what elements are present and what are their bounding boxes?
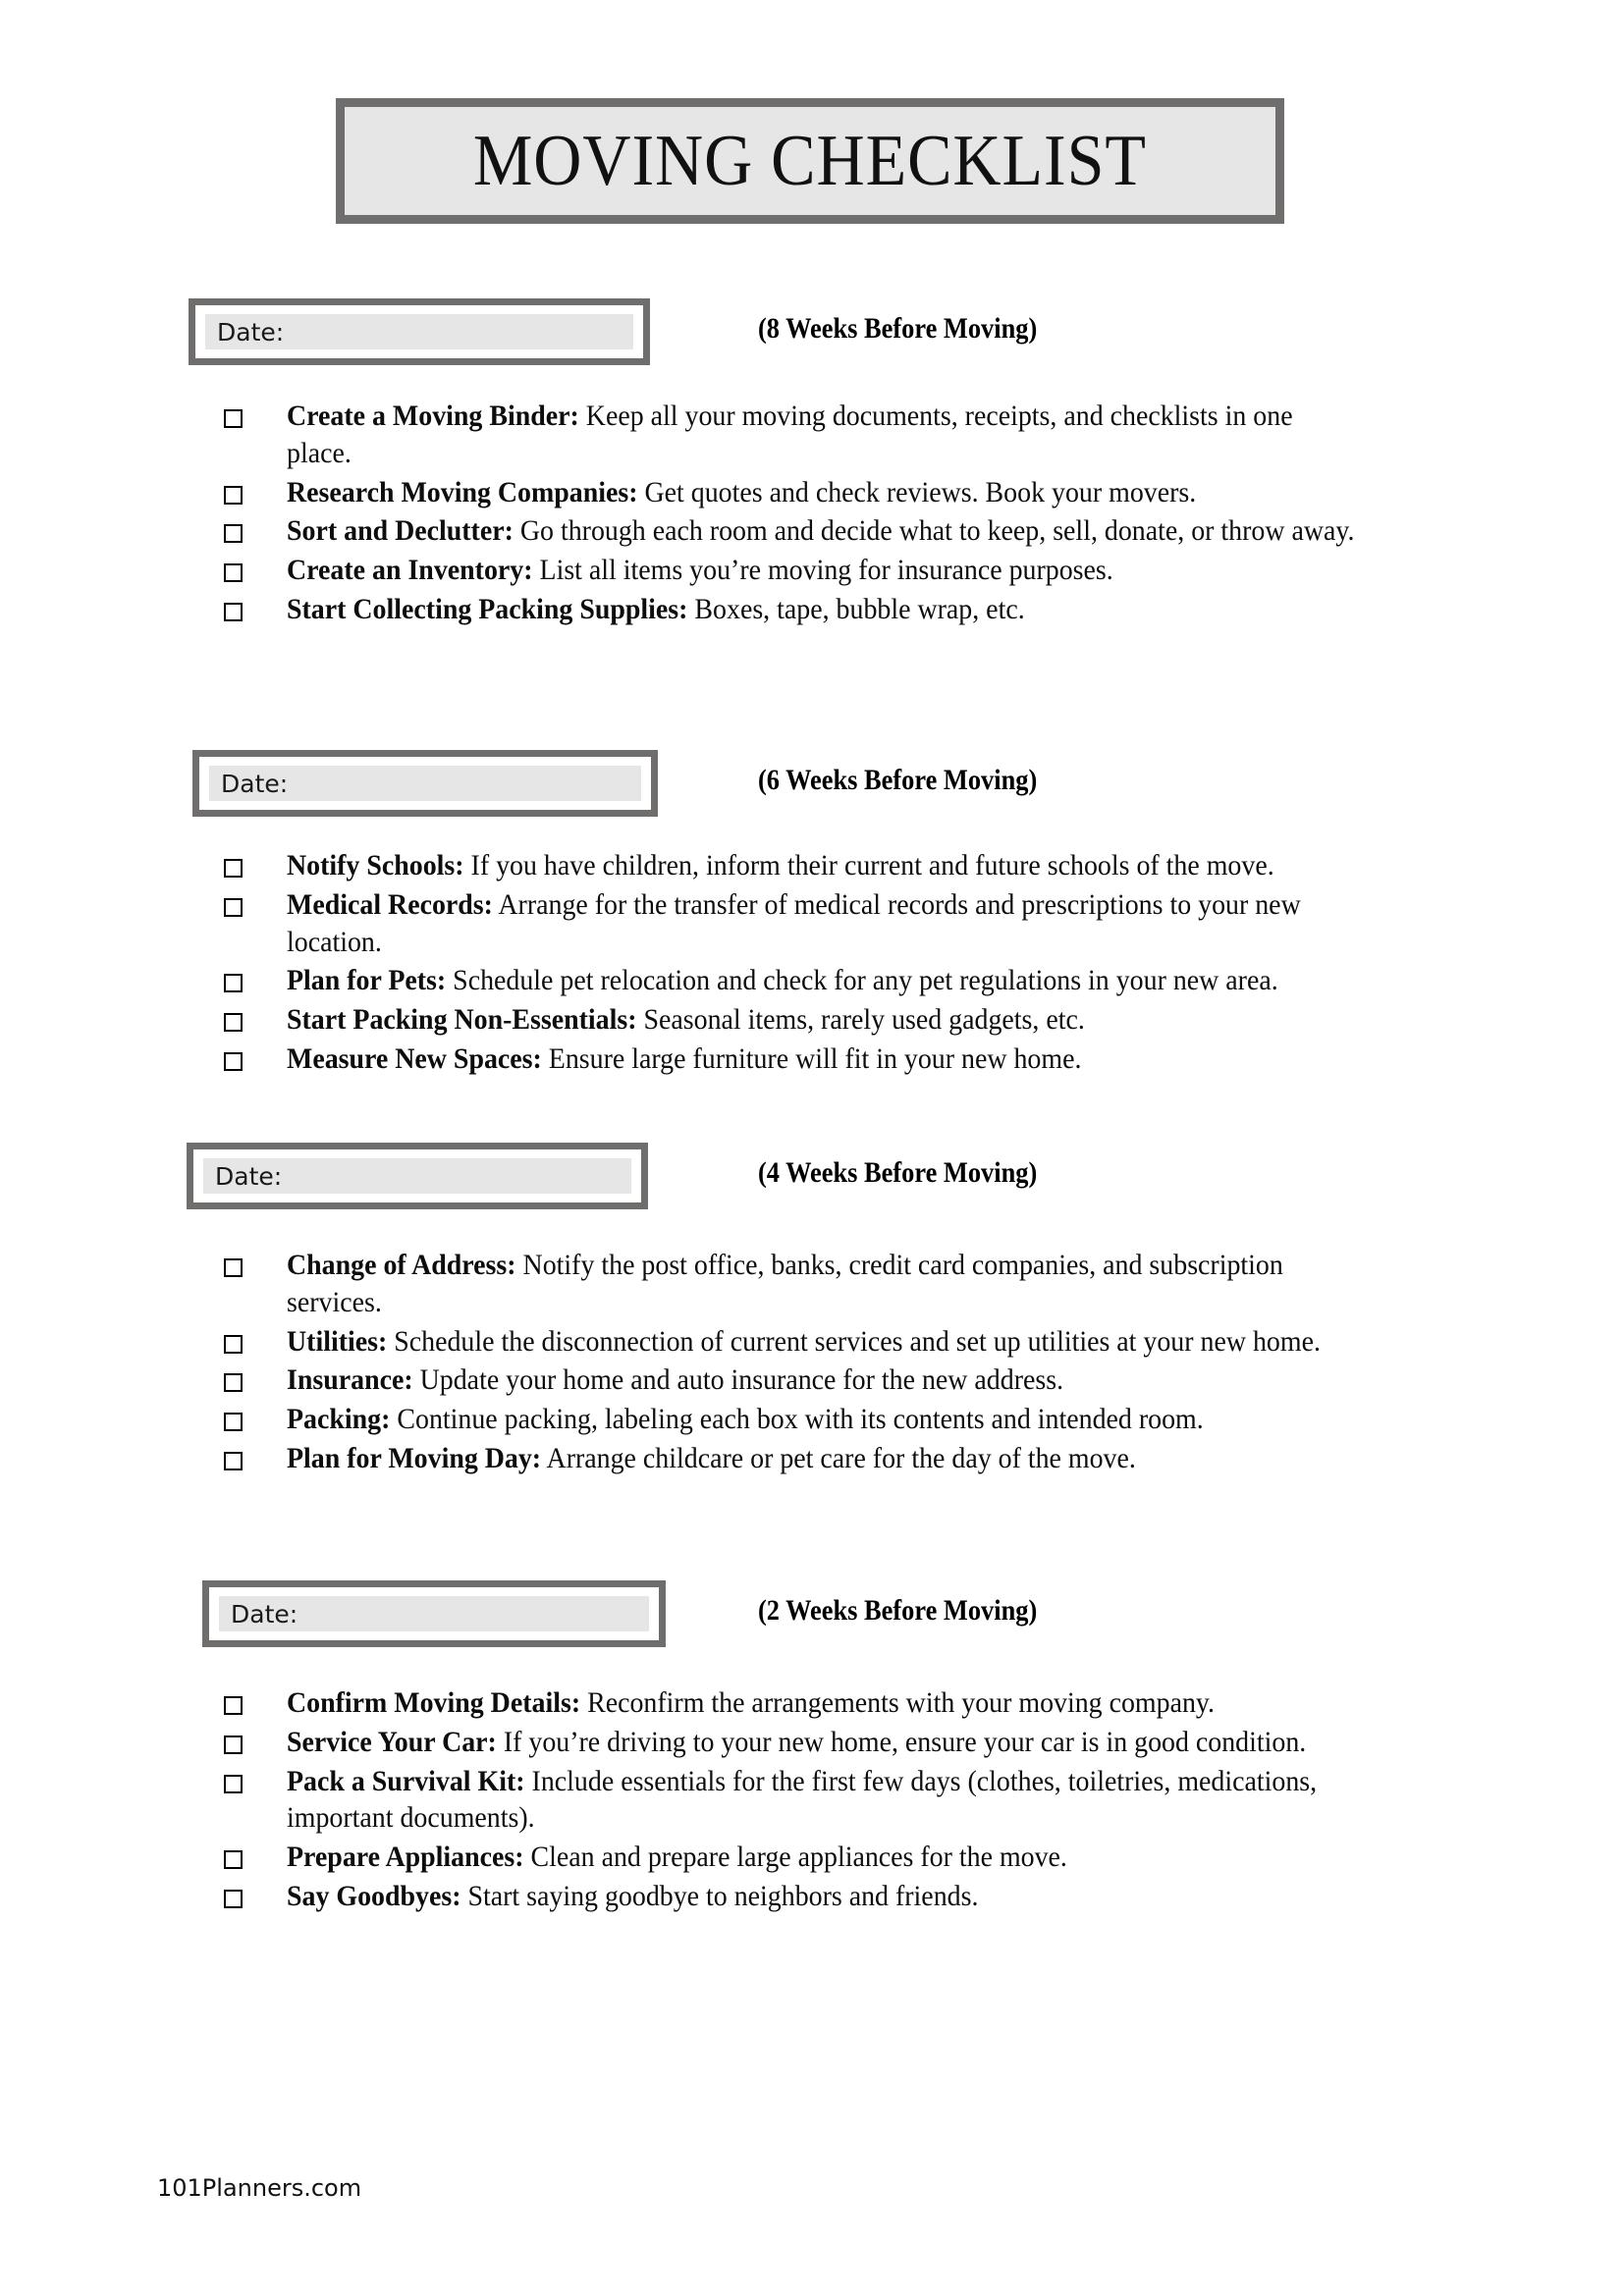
footer-branding: 101Planners.com <box>157 2174 362 2202</box>
list-item-body: Keep all your moving documents, receipts, and checklists in one place. <box>287 400 1293 469</box>
list-item[interactable] <box>0 1323 1624 1361</box>
checkbox-icon[interactable] <box>224 563 243 582</box>
list-item-body: If you’re driving to your new home, ensure your car is in good condition. <box>496 1725 1307 1758</box>
list-item-text <box>287 512 1531 550</box>
checkbox-icon[interactable] <box>224 603 243 621</box>
section-header <box>0 734 1624 811</box>
list-item[interactable] <box>0 512 1624 550</box>
checkbox-icon[interactable] <box>224 486 243 505</box>
list-item[interactable] <box>0 1362 1624 1399</box>
list-item[interactable] <box>0 847 1624 884</box>
list-item-lead: Insurance: <box>287 1363 413 1397</box>
list-item-text <box>287 552 1531 589</box>
list-item-body: Arrange for the transfer of medical records and prescriptions to your new location. <box>287 887 1301 958</box>
list-item-text <box>287 1763 1531 1838</box>
list-item-body: Start saying goodbye to neighbors and friends. <box>460 1879 979 1912</box>
section-heading: (6 Weeks Before Moving) <box>758 764 1038 796</box>
section-2-weeks <box>0 1569 1624 1912</box>
list-item[interactable] <box>0 886 1624 961</box>
checkbox-icon[interactable] <box>224 1013 243 1032</box>
list-item-body: Boxes, tape, bubble wrap, etc. <box>687 592 1025 625</box>
list-item-lead: Medical Records: <box>287 887 493 921</box>
list-item-lead: Prepare Appliances: <box>287 1841 524 1874</box>
list-item-body: Update your home and auto insurance for the new address. <box>412 1363 1064 1397</box>
checklist-items <box>0 1684 1624 1917</box>
list-item[interactable] <box>0 1763 1624 1838</box>
list-item[interactable] <box>0 1041 1624 1078</box>
list-item[interactable] <box>0 962 1624 999</box>
list-item[interactable] <box>0 1839 1624 1876</box>
list-item-lead: Start Collecting Packing Supplies: <box>287 592 688 625</box>
checklist-items <box>0 398 1624 630</box>
section-4-weeks <box>0 1137 1624 1474</box>
checkbox-icon[interactable] <box>224 1890 243 1908</box>
date-box[interactable] <box>202 1580 666 1647</box>
date-label: Date: <box>231 1599 298 1629</box>
checkbox-icon[interactable] <box>224 1452 243 1470</box>
list-item[interactable] <box>0 591 1624 628</box>
list-item-lead: Utilities: <box>287 1324 388 1358</box>
date-box[interactable] <box>192 750 658 817</box>
date-label: Date: <box>221 769 289 798</box>
list-item-text <box>287 474 1531 511</box>
checkbox-icon[interactable] <box>224 1373 243 1392</box>
checklist-items <box>0 1247 1624 1479</box>
checkbox-icon[interactable] <box>224 1413 243 1431</box>
list-item-text <box>287 1684 1531 1722</box>
list-item-body: Reconfirm the arrangements with your moving company. <box>580 1686 1216 1719</box>
section-6-weeks <box>0 734 1624 1075</box>
section-header <box>0 294 1624 371</box>
list-item[interactable] <box>0 1684 1624 1722</box>
date-input-field[interactable] <box>219 1596 649 1631</box>
list-item-lead: Create a Moving Binder: <box>287 400 579 432</box>
list-item[interactable] <box>0 1001 1624 1039</box>
checkbox-icon[interactable] <box>224 898 243 917</box>
list-item-body: Go through each room and decide what to keep, sell, donate, or throw away. <box>513 514 1355 548</box>
list-item-text <box>287 1323 1531 1361</box>
section-heading: (2 Weeks Before Moving) <box>758 1594 1038 1627</box>
list-item-lead: Sort and Declutter: <box>287 514 514 548</box>
list-item-lead: Plan for Moving Day: <box>287 1441 542 1474</box>
list-item[interactable] <box>0 552 1624 589</box>
checkbox-icon[interactable] <box>224 859 243 878</box>
checkbox-icon[interactable] <box>224 1775 243 1793</box>
list-item-body: Continue packing, labeling each box with its contents and intended room. <box>390 1403 1204 1436</box>
document-title-box <box>336 98 1284 224</box>
section-header <box>0 1569 1624 1645</box>
list-item-body: If you have children, inform their current and future schools of the move. <box>463 849 1274 881</box>
date-input-field[interactable] <box>203 1158 631 1194</box>
checkbox-icon[interactable] <box>224 1258 243 1277</box>
list-item[interactable] <box>0 474 1624 511</box>
section-heading: (4 Weeks Before Moving) <box>758 1156 1038 1189</box>
list-item-lead: Measure New Spaces: <box>287 1041 542 1075</box>
checkbox-icon[interactable] <box>224 974 243 992</box>
list-item[interactable] <box>0 1401 1624 1438</box>
list-item[interactable] <box>0 1724 1624 1761</box>
list-item-body: Get quotes and check reviews. Book your movers. <box>637 475 1197 508</box>
date-input-field[interactable] <box>209 766 641 801</box>
date-box[interactable] <box>189 298 650 365</box>
checkbox-icon[interactable] <box>224 1850 243 1869</box>
checkbox-icon[interactable] <box>224 409 243 428</box>
list-item-text <box>287 1401 1531 1438</box>
page-title: MOVING CHECKLIST <box>472 121 1148 201</box>
checkbox-icon[interactable] <box>224 1696 243 1715</box>
list-item-text <box>287 1878 1531 1915</box>
list-item-lead: Service Your Car: <box>287 1725 497 1758</box>
list-item-body: Ensure large furniture will fit in your new home. <box>541 1041 1082 1075</box>
list-item-lead: Plan for Pets: <box>287 964 447 997</box>
checkbox-icon[interactable] <box>224 1735 243 1754</box>
list-item-text <box>287 847 1531 884</box>
list-item-lead: Research Moving Companies: <box>287 475 638 508</box>
list-item-text <box>287 1001 1531 1039</box>
list-item-body: Clean and prepare large appliances for the move. <box>523 1841 1067 1874</box>
list-item-text <box>287 1041 1531 1078</box>
list-item-text <box>287 1839 1531 1876</box>
checkbox-icon[interactable] <box>224 1335 243 1354</box>
section-heading: (8 Weeks Before Moving) <box>758 312 1038 345</box>
list-item-text <box>287 1362 1531 1399</box>
list-item-text <box>287 1440 1531 1477</box>
list-item-body: List all items you’re moving for insurance purposes. <box>532 554 1113 587</box>
checkbox-icon[interactable] <box>224 1052 243 1071</box>
list-item[interactable] <box>0 398 1624 472</box>
list-item-lead: Notify Schools: <box>287 849 464 881</box>
date-label: Date: <box>215 1161 283 1191</box>
list-item-text <box>287 1724 1531 1761</box>
date-box[interactable] <box>187 1143 648 1209</box>
list-item-text <box>287 886 1531 961</box>
list-item[interactable] <box>0 1440 1624 1477</box>
list-item[interactable] <box>0 1247 1624 1321</box>
checklist-items <box>0 847 1624 1080</box>
list-item-body: Seasonal items, rarely used gadgets, etc. <box>636 1003 1085 1037</box>
list-item-lead: Create an Inventory: <box>287 554 533 587</box>
section-8-weeks <box>0 294 1624 625</box>
list-item-body: Notify the post office, banks, credit card companies, and subscription services. <box>287 1249 1283 1318</box>
list-item-body: Include essentials for the first few days (clothes, toiletries, medications, important documents). <box>287 1764 1318 1835</box>
list-item-lead: Pack a Survival Kit: <box>287 1764 525 1797</box>
list-item-text <box>287 398 1531 472</box>
date-input-field[interactable] <box>205 314 633 349</box>
list-item-body: Arrange childcare or pet care for the day of the move. <box>541 1441 1136 1474</box>
checkbox-icon[interactable] <box>224 524 243 543</box>
list-item-lead: Change of Address: <box>287 1249 516 1281</box>
section-header <box>0 1137 1624 1213</box>
list-item-body: Schedule the disconnection of current services and set up utilities at your new home. <box>387 1324 1321 1358</box>
list-item-lead: Say Goodbyes: <box>287 1879 461 1912</box>
list-item[interactable] <box>0 1878 1624 1915</box>
list-item-text <box>287 591 1531 628</box>
list-item-lead: Start Packing Non-Essentials: <box>287 1003 637 1037</box>
list-item-text <box>287 962 1531 999</box>
list-item-body: Schedule pet relocation and check for any pet regulations in your new area. <box>446 964 1278 997</box>
date-label: Date: <box>217 317 285 347</box>
list-item-text <box>287 1247 1531 1321</box>
list-item-lead: Confirm Moving Details: <box>287 1686 581 1719</box>
list-item-lead: Packing: <box>287 1403 391 1436</box>
